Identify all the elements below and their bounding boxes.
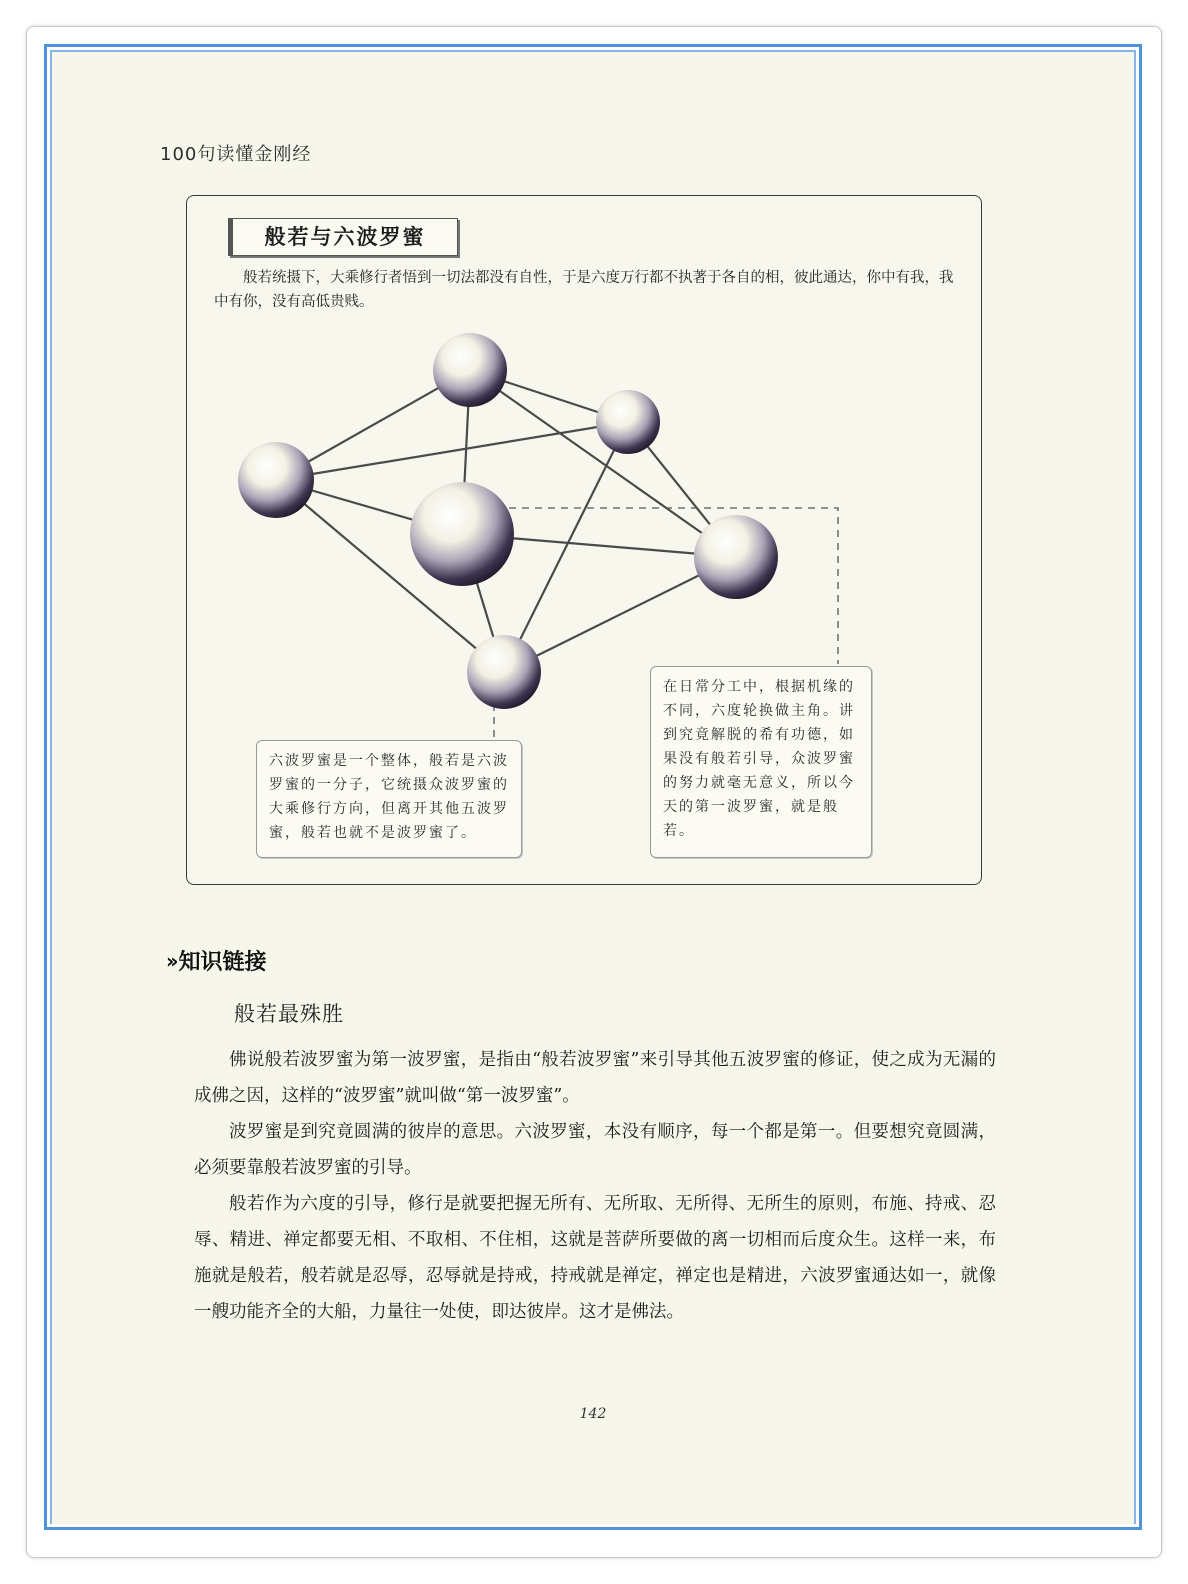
- sphere-top: [433, 333, 507, 407]
- section-heading-text: 知识链接: [178, 950, 267, 975]
- section-heading: [166, 945, 267, 976]
- book-page: [52, 52, 1134, 1524]
- paragraph: 波罗蜜是到究竟圆满的彼岸的意思。六波罗蜜，本没有顺序，每一个都是第一。但要想究竟圆满，必须要靠般若波罗蜜的引导。: [194, 1122, 996, 1178]
- note-left: 六波罗蜜是一个整体，般若是六波罗蜜的一分子，它统摄众波罗蜜的大乘修行方向，但离开其他五波罗蜜，般若也就不是波罗蜜了。: [256, 740, 522, 858]
- body-text: [194, 1042, 996, 1330]
- sphere-center: [410, 482, 514, 586]
- page-number: 142: [579, 1406, 607, 1422]
- note-right: 在日常分工中，根据机缘的不同，六度轮换做主角。讲到究竟解脱的希有功德，如果没有般若引导，众波罗蜜的努力就毫无意义，所以今天的第一波罗蜜，就是般若。: [650, 666, 872, 858]
- running-head: 100句读懂金刚经: [160, 144, 312, 165]
- sub-heading: 般若最殊胜: [234, 1002, 344, 1026]
- figure-title: 般若与六波罗蜜: [228, 218, 458, 256]
- paragraph: 般若作为六度的引导，修行是就要把握无所有、无所取、无所得、无所生的原则，布施、持戒、忍辱、精进、禅定都要无相、不取相、不住相，这就是菩萨所要做的离一切相而后度众生。这样一来，布施就是般若，般若就是忍辱，忍辱就是持戒，持戒就是禅定，禅定也是精进，六波罗蜜通达如一，就像一艘功能齐全的大船，力量往一处使，即达彼岸。这才是佛法。: [194, 1194, 996, 1322]
- sphere-bottom: [467, 635, 541, 709]
- paragraph: 佛说般若波罗蜜为第一波罗蜜，是指由“般若波罗蜜”来引导其他五波罗蜜的修证，使之成为无漏的成佛之因，这样的“波罗蜜”就叫做“第一波罗蜜”。: [194, 1050, 996, 1106]
- sphere-right: [694, 515, 778, 599]
- sphere-upper-right: [596, 390, 660, 454]
- sphere-left: [238, 442, 314, 518]
- figure-caption: 般若统摄下，大乘修行者悟到一切法都没有自性，于是六度万行都不执著于各自的相，彼此通达，你中有我，我中有你，没有高低贵贱。: [214, 270, 954, 310]
- double-chevron-icon: ››: [166, 948, 175, 973]
- dashed-callout-right: [470, 508, 838, 664]
